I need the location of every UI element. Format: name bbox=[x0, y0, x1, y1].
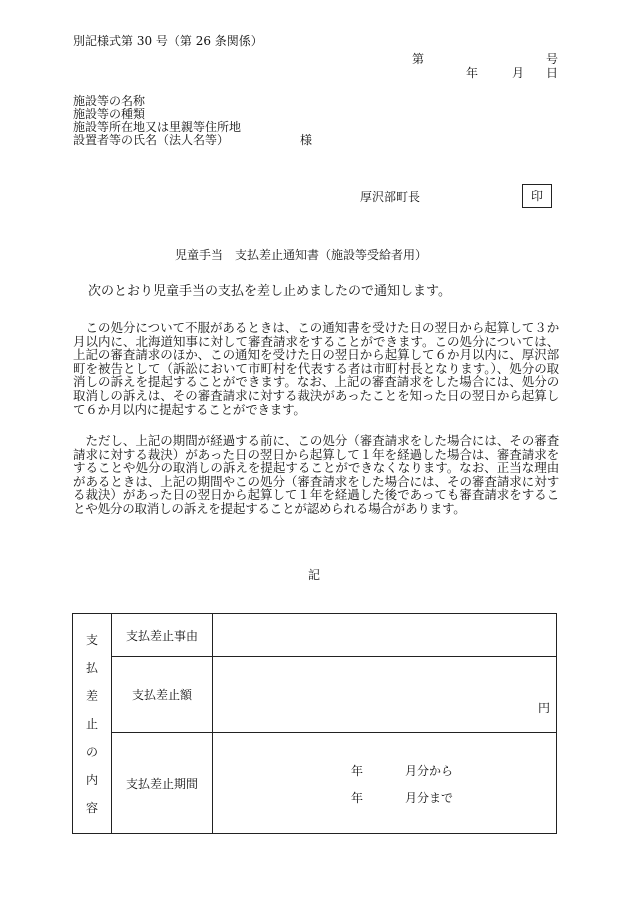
notice-paragraph-2: ただし、上記の期間が経過する前に、この処分（審査請求をした場合には、その審査請求に対する裁決）があった日の翌日から起算して１年を経過した場合は、審査請求をすることや処分の取消しの訴えを提起することができなくなります。なお、正当な理由があるときは、上記の期間やこの処分（審査請求をした場合には、その審査請求に対する裁決）があった日の翌日から起算して１年を経過した後であっても審査請求をすることや処分の取消しの訴えを提起することが認められる場合があります。 bbox=[73, 433, 559, 516]
period-to-month: 月分まで bbox=[405, 791, 454, 805]
table-row-reason bbox=[73, 614, 557, 657]
reason-value-field[interactable] bbox=[213, 614, 557, 657]
section-label bbox=[73, 614, 112, 834]
period-from-year: 年 bbox=[351, 764, 364, 778]
section-char: 容 bbox=[85, 800, 98, 815]
period-from-month: 月分から bbox=[405, 764, 454, 778]
facility-address-label: 施設等所在地又は里親等住所地 bbox=[73, 120, 242, 134]
section-char: 払 bbox=[85, 660, 98, 675]
section-char: 支 bbox=[85, 632, 98, 647]
intro-text: 次のとおり児童手当の支払を差し止めましたので通知します。 bbox=[88, 284, 451, 299]
facility-type-label: 施設等の種類 bbox=[73, 107, 146, 121]
reason-label: 支払差止事由 bbox=[112, 614, 213, 657]
date-year: 年 bbox=[466, 66, 479, 80]
period-to-year: 年 bbox=[351, 791, 364, 805]
recipient-block bbox=[73, 94, 241, 146]
section-char: 止 bbox=[85, 716, 98, 731]
section-char: の bbox=[85, 744, 98, 759]
amount-label: 支払差止額 bbox=[112, 657, 213, 733]
detail-table bbox=[72, 613, 557, 834]
period-label: 支払差止期間 bbox=[112, 733, 213, 834]
sender-title: 厚沢部町長 bbox=[360, 190, 421, 204]
notice-paragraph-1: この処分について不服があるときは、この通知書を受けた日の翌日から起算して３か月以内に、北海道知事に対して審査請求をすることができます。この処分については、上記の審査請求のほか、この通知を受けた日の翌日から起算して６か月以内に、厚沢部町を被告として（訴訟において市町村を代表する者は市町村長となります。）、処分の取消しの訴えを提起することができます。なお、上記の審査請求をした場合には、処分の取消しの訴えは、その審査請求に対する裁決があったことを知った日の翌日から起算して６か月以内に提起することができます。 bbox=[73, 320, 559, 417]
honorific: 様 bbox=[300, 133, 313, 147]
period-value-field[interactable] bbox=[213, 733, 557, 834]
doc-number-prefix: 第 bbox=[412, 52, 425, 66]
section-char: 内 bbox=[85, 772, 98, 787]
amount-unit: 円 bbox=[537, 701, 550, 715]
form-number: 別記様式第 30 号（第 26 条関係） bbox=[73, 34, 263, 48]
date-month: 月 bbox=[512, 66, 525, 80]
section-char: 差 bbox=[85, 688, 98, 703]
seal-box: 印 bbox=[522, 184, 552, 208]
operator-name-label: 設置者等の氏名（法人名等） bbox=[73, 133, 230, 147]
table-row-amount bbox=[73, 657, 557, 733]
ki-marker: 記 bbox=[308, 568, 321, 582]
table-row-period bbox=[73, 733, 557, 834]
doc-number-suffix: 号 bbox=[546, 52, 559, 66]
document-title: 児童手当 支払差止通知書（施設等受給者用） bbox=[175, 248, 428, 262]
facility-name-label: 施設等の名称 bbox=[73, 94, 146, 108]
amount-value-field[interactable] bbox=[213, 657, 557, 733]
date-day: 日 bbox=[546, 66, 559, 80]
